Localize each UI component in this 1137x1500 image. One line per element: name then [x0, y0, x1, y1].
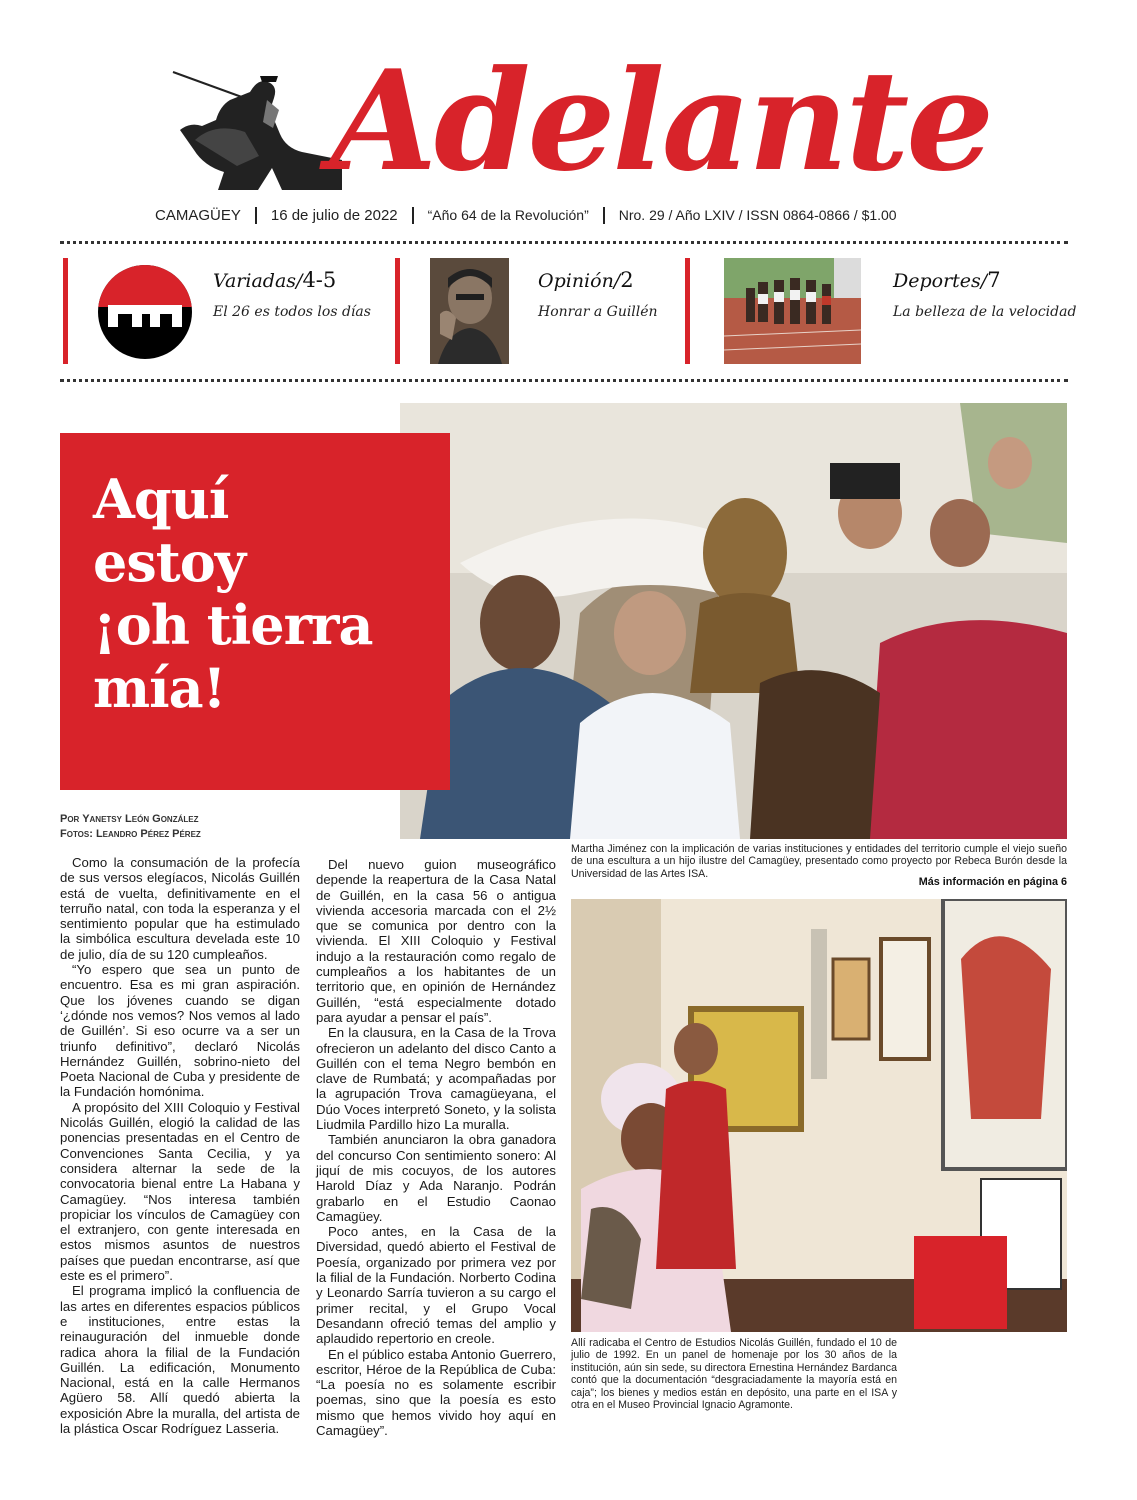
index-teaser-variadas: El 26 es todos los días: [213, 304, 371, 320]
index-red-rule: [685, 258, 690, 364]
index-teaser-deportes: La belleza de la velocidad: [893, 304, 1077, 320]
guillen-portrait-photo[interactable]: [430, 258, 509, 364]
equestrian-statue-logo: [155, 60, 345, 190]
more-info-link[interactable]: Más información en página 6: [918, 876, 1067, 888]
article-column-2: [316, 857, 556, 1438]
dateline-separator: [255, 207, 257, 224]
index-teaser-opinion: Honrar a Guillén: [538, 304, 658, 320]
byline-photos: Fotos: Leandro Pérez Pérez: [60, 828, 201, 840]
dateline-place: CAMAGÜEY: [155, 206, 241, 224]
newspaper-brand: Adelante: [330, 39, 992, 202]
article-paragraph: En la clausura, en la Casa de la Trova ofrecieron un adelanto del disco Canto a Guillén con el tema Negro bembón en clave de Rumbatá; y acompañadas por la agrupación Trova camagüeyana, el Dúo Voces interpretó Soneto, y la solista Liudmila Pardillo hizo La muralla.: [316, 1025, 556, 1133]
index-link-variadas[interactable]: Variadas/4-5: [213, 268, 337, 292]
dateline-separator: [603, 207, 605, 224]
bust-unveiling-photo: [400, 403, 1067, 839]
dateline-issue: Nro. 29 / Año LXIV / ISSN 0864-0866 / $1.00: [618, 207, 897, 223]
photo-caption-unveiling: Martha Jiménez con la implicación de varias instituciones y entidades del territorio cumple el viejo sueño de una escultura a un hijo ilustre del Camagüey, presentado como proyecto por Rebeca Burón desde la Universidad de las Artes ISA.: [571, 843, 1067, 880]
index-red-rule: [395, 258, 400, 364]
article-paragraph: “Yo espero que sea un punto de encuentro. Esa es mi gran aspiración. Que los jóvenes cuando se digan ‘¿dónde nos vemos? Nos vemos al lado de Guillén’. Si eso ocurre va a ser un triunfo definitivo”, declaró Nicolás Hernández Guillén, sobrino-nieto del Poeta Nacional de Cuba y presidente de la Fundación homónima.: [60, 962, 300, 1100]
index-link-opinion[interactable]: Opinión/2: [538, 268, 634, 292]
index-red-rule: [63, 258, 68, 364]
article-paragraph: En el público estaba Antonio Guerrero, escritor, Héroe de la República de Cuba: “La poesía no es solamente escribir poemas, sino que la poesía es esto mismo que hemos vivido hoy aquí en Camagüey”.: [316, 1346, 556, 1438]
photo-caption-exhibition: Allí radicaba el Centro de Estudios Nicolás Guillén, fundado el 10 de julio de 1992. En un panel de homenaje por los 30 años de la institución, aún sin sede, su directora Ernestina Hernández Bardanca contó que la documentación “desgraciadamente la mayoría está en caja”; los bienes y medios están en depósito, una parte en el ISA y otra en el Museo Provincial Ignacio Agramonte.: [571, 1337, 897, 1412]
article-paragraph: El programa implicó la confluencia de las artes en diferentes espacios públicos e instituciones, entre estas la reinauguración del inmueble donde radica ahora la filial de la Fundación Guillén. La edificación, Monumento Nacional, está en la calle Hermanos Agüero 58. Allí quedó abierta la exposición Abre la muralla, del artista de la plástica Oscar Rodríguez Lasseria.: [60, 1283, 300, 1436]
byline: [60, 812, 201, 842]
article-paragraph: También anunciaron la obra ganadora del concurso Con sentimiento sonero: Al jiquí de mis cocuyos, de los autores Harold Díaz y Ada Naranjo. Podrán grabarlo en el Estudio Caonao Camagüey.: [316, 1132, 556, 1224]
byline-author: Por Yanetsy León González: [60, 813, 199, 825]
dateline-motto: “Año 64 de la Revolución”: [427, 207, 589, 223]
dateline-date: 16 de julio de 2022: [270, 206, 398, 224]
article-paragraph: Del nuevo guion museográfico depende la reapertura de la Casa Natal de Guillén, en la casa 56 o antigua vivienda accesoria marcada con el 2½ que se comunica por dentro con la vivienda. El XIII Coloquio y Festival indujo a la restauración como regalo de cumpleaños a los habitantes de un territorio que, en opinión de Hernández Guillén, “está especialmente dotado para ayudar a pensar el país”.: [316, 857, 556, 1025]
26-july-emblem-icon[interactable]: [98, 265, 192, 359]
article-paragraph: A propósito del XIII Coloquio y Festival Nicolás Guillén, elogió la calidad de las ponencias presentadas en el Centro de Convenciones Santa Cecilia, y ya considera alternar la sede de la convocatoria bienal entre La Habana y Camagüey. “Nos interesa también propiciar los vínculos de Camagüey con el extranjero, con gente interesada en estos mismos asuntos de nuestros países que puedan encontrarse, así que este es el primero”.: [60, 1099, 300, 1284]
article-paragraph: Poco antes, en la Casa de la Diversidad, quedó abierto el Festival de Poesía, organizado por primera vez por la filial de la Fundación. Norberto Codina y Leonardo Sarría tuvieron a su cargo el primer recital, y el Grupo Vocal Desandann ofreció temas del amplio y aplaudido repertorio en creole.: [316, 1224, 556, 1347]
dateline-separator: [412, 207, 414, 224]
runners-photo[interactable]: [724, 258, 861, 364]
article-paragraph: Como la consumación de la profecía de sus versos elegíacos, Nicolás Guillén está de vuelta, definitivamente en el terruño natal, con toda la esperanza y el sentimiento popular que ha estimulado la simbólica escultura develada este 10 de julio, día de su 120 cumpleaños.: [60, 855, 300, 962]
dateline: [155, 205, 985, 225]
dotted-divider: [60, 379, 1068, 382]
article-column-1: [60, 855, 300, 1436]
decorative-red-square: [914, 1236, 1007, 1329]
lead-headline: Aquí estoy ¡oh tierra mía!: [93, 467, 373, 720]
index-link-deportes[interactable]: Deportes/7: [893, 268, 1001, 292]
dotted-divider: [60, 241, 1068, 244]
